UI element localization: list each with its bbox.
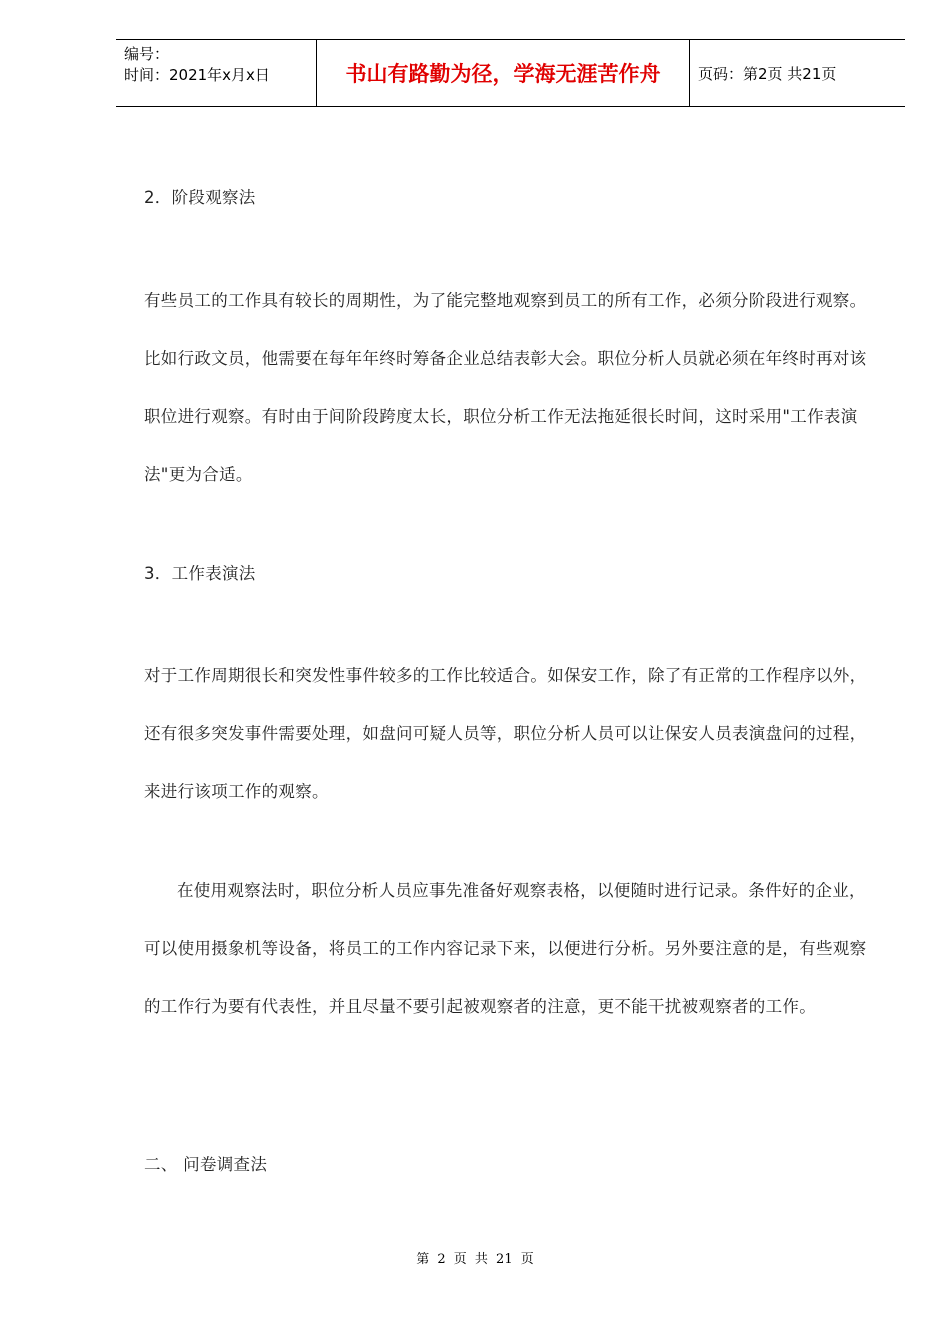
doc-number-label: 编号： [124,45,170,63]
paragraph-perform: 对于工作周期很长和突发性事件较多的工作比较适合。如保安工作，除了有正常的工作程序以外，还有很多突发事件需要处理，如盘问可疑人员等，职位分析人员可以让保安人员表演盘问的过程，来进行该项工作的观察。 [144,666,867,801]
section-heading-survey: 二、 问卷调查法 [144,1155,268,1174]
page-header [116,39,905,107]
date-label: 时间：2021年x月x日 [124,66,270,84]
paragraph-usage: 在使用观察法时，职位分析人员应事先准备好观察表格，以便随时进行记录。条件好的企业，可以使用摄象机等设备，将员工的工作内容记录下来，以便进行分析。另外要注意的是，有些观察的工作行为要有代表性，并且尽量不要引起被观察者的注意，更不能干扰被观察者的工作。 [144,881,867,1016]
page-footer: 第 2 页 共 21 页 [416,1252,534,1267]
header-meta [116,40,316,106]
header-page-info: 页码：第2页 共21页 [698,64,837,83]
paragraph-stage: 有些员工的工作具有较长的周期性，为了能完整地观察到员工的所有工作，必须分阶段进行观察。比如行政文员，他需要在每年年终时筹备企业总结表彰大会。职位分析人员就必须在年终时再对该职位进行观察。有时由于间阶段跨度太长，职位分析工作无法拖延很长时间，这时采用"工作表演法"更为合适。 [144,291,867,484]
section-heading-stage: 2．阶段观察法 [144,188,256,207]
section-heading-perform: 3．工作表演法 [144,564,256,583]
header-motto: 书山有路勤为径，学海无涯苦作舟 [316,40,690,106]
